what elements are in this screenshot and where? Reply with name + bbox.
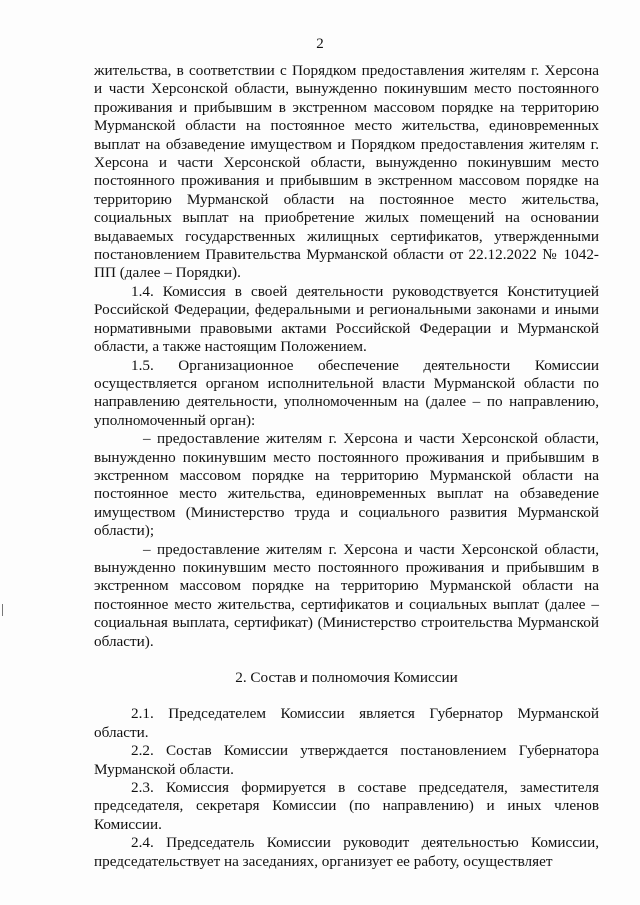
paragraph-1-4: 1.4. Комиссия в своей деятельности руководствуется Конституцией Российской Федерации, федеральными и региональными законами и иными нормативными правовыми актами Российской Федерации и Мурманской области, а также настоящим Положением. <box>94 282 599 356</box>
paragraph-continuation: жительства, в соответствии с Порядком предоставления жителям г. Херсона и части Херсонской области, вынужденно покинувшим место постоянного проживания и прибывшим в экстренном массовом порядке на территорию Мурманской области на постоянное место жительства, единовременных выплат на обзаведение имуществом и Порядком предоставления жителям г. Херсона и части Херсонской области, вынужденно покинувшим место постоянного проживания и прибывшим в экстренном массовом порядке на территорию Мурманской области на постоянное место жительства, социальных выплат на приобретение жилых помещений на основании выдаваемых государственных жилищных сертификатов, утвержденными постановлением Правительства Мурманской области от 22.12.2022 № 1042-ПП (далее – Порядки). <box>94 62 599 282</box>
paragraph-2-4: 2.4. Председатель Комиссии руководит деятельностью Комиссии, председательствует на заседаниях, организует ее работу, осуществляет <box>94 834 599 870</box>
section-heading: 2. Состав и полномочия Комиссии <box>235 669 458 686</box>
document-body <box>94 62 599 871</box>
paragraph-1-5: 1.5. Организационное обеспечение деятельности Комиссии осуществляется органом исполнительной власти Мурманской области по направлению деятельности, уполномоченным на (далее – по направлению, уполномоченный орган): <box>94 356 599 429</box>
paragraph-2-3: 2.3. Комиссия формируется в составе председателя, заместителя председателя, секретаря Комиссии (по направлению) и иных членов Комиссии. <box>94 779 599 833</box>
list-item-construction-ministry: – предоставление жителям г. Херсона и части Херсонской области, вынужденно покинувшим место постоянного проживания и прибывшим в экстренном массовом порядке на территорию Мурманской области на постоянное место жительства, сертификатов и социальных выплат (далее – социальная выплата, сертификат) (Министерство строительства Мурманской области). <box>94 540 599 650</box>
scan-margin-mark <box>2 604 3 616</box>
list-item-labor-ministry: – предоставление жителям г. Херсона и части Херсонской области, вынужденно покинувшим место постоянного проживания и прибывшим в экстренном массовом порядке на территорию Мурманской области на постоянное место жительства, единовременных выплат на обзаведение имуществом (Министерство труда и социального развития Мурманской области); <box>94 430 599 540</box>
paragraph-2-1: 2.1. Председателем Комиссии является Губернатор Мурманской области. <box>94 705 599 741</box>
page-number: 2 <box>316 36 324 52</box>
paragraph-2-2: 2.2. Состав Комиссии утверждается постановлением Губернатора Мурманской области. <box>94 742 599 778</box>
